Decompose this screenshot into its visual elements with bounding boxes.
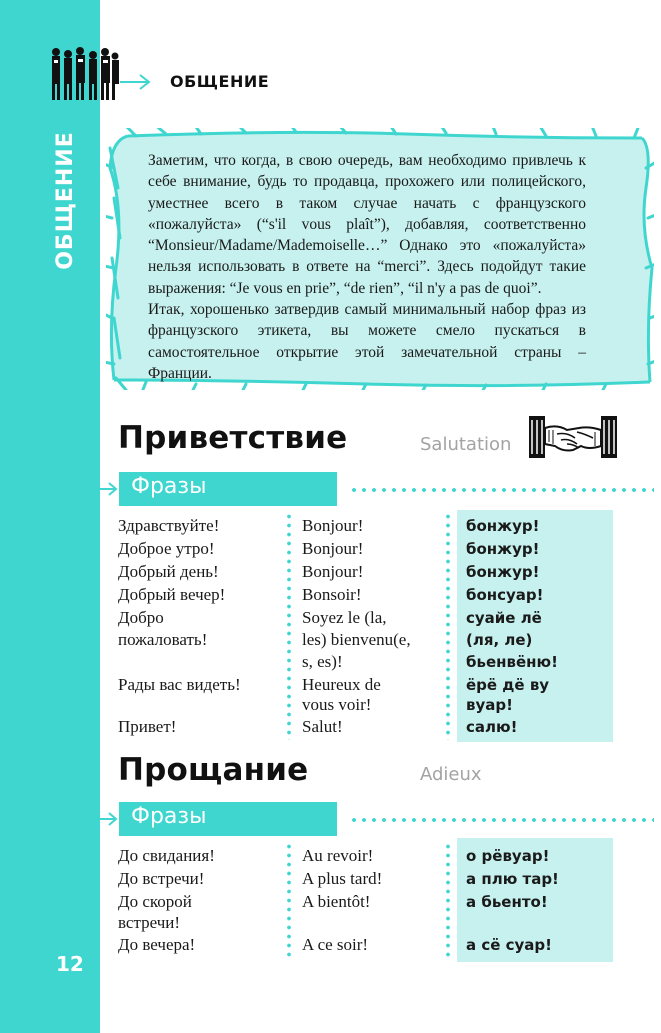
- phrase-fr: les) bienvenu(e,: [302, 630, 411, 649]
- arrow-right-icon: [95, 811, 119, 827]
- phrase-transliteration: бонжур!: [466, 563, 540, 581]
- phrase-transliteration: а сё суар!: [466, 936, 553, 954]
- phrase-ru: Добро: [118, 608, 164, 627]
- phrase-transliteration: бонжур!: [466, 540, 540, 558]
- phrase-ru: Рады вас видеть!: [118, 675, 241, 694]
- arrow-right-icon: [118, 72, 158, 92]
- phrase-transliteration: а плю тар!: [466, 870, 559, 888]
- section-subtitle-farewell: Adieux: [420, 764, 482, 785]
- phrase-transliteration: бьенвёню!: [466, 653, 558, 671]
- handshake-icon: [527, 414, 619, 460]
- phrase-fr: A ce soir!: [302, 935, 369, 954]
- phrase-ru: Добрый день!: [118, 562, 219, 581]
- phrase-transliteration: вуар!: [466, 696, 513, 714]
- phrase-fr: Soyez le (la,: [302, 608, 387, 627]
- section-title-farewell: Прощание: [118, 752, 309, 788]
- header-title: ОБЩЕНИЕ: [170, 72, 270, 91]
- page-number: 12: [56, 952, 84, 976]
- phrase-fr: A plus tard!: [302, 869, 383, 888]
- phrase-transliteration: а бьенто!: [466, 893, 548, 911]
- phrase-fr: s, es)!: [302, 652, 343, 671]
- phrase-ru: Доброе утро!: [118, 539, 215, 558]
- phrase-fr: Salut!: [302, 717, 343, 736]
- vertical-section-title: [50, 130, 80, 270]
- phrases-header-greeting: [95, 472, 661, 508]
- phrase-ru: До встречи!: [118, 869, 205, 888]
- column-divider: [287, 842, 291, 960]
- phrase-transliteration: салю!: [466, 718, 518, 736]
- dotted-divider: [349, 488, 654, 492]
- phrase-fr: Heureux de: [302, 675, 381, 694]
- phrases-tab: [119, 802, 337, 836]
- phrase-transliteration: суайе лё: [466, 609, 542, 627]
- column-divider: [446, 842, 450, 960]
- note-box: [106, 128, 654, 390]
- column-divider: [287, 512, 291, 740]
- phrase-fr: Bonjour!: [302, 516, 364, 535]
- phrase-transliteration: (ля, ле): [466, 631, 533, 649]
- phrase-ru: пожаловать!: [118, 630, 208, 649]
- phrase-ru: Добрый вечер!: [118, 585, 226, 604]
- phrase-transliteration: бонсуар!: [466, 586, 544, 604]
- phrase-transliteration: бонжур!: [466, 517, 540, 535]
- phrase-transliteration: ёрё дё ву: [466, 676, 550, 694]
- phrases-tab-label: Фразы: [131, 804, 207, 829]
- column-divider: [446, 512, 450, 740]
- phrase-fr: Bonsoir!: [302, 585, 362, 604]
- phrase-fr: Bonjour!: [302, 562, 364, 581]
- people-group-icon: [48, 46, 120, 102]
- note-paragraph-1: Заметим, что когда, в свою очередь, вам необходимо привлечь к себе внимание, будь то продавца, прохожего или полицейского, уместнее всего в таком случае начать с французского «пожалуйста» (“s'il vous plaît”), добавляя, соответственно “Monsieur/Madame/Mademoiselle…” Однако это «пожалуйста» нельзя использовать в ответе на “merci”. Здесь подойдут такие выражения: “Je vous en prie”, “de rien”, “il n'y a pas de quoi”.: [148, 152, 586, 297]
- phrase-fr: A bientôt!: [302, 892, 371, 911]
- arrow-right-icon: [95, 481, 119, 497]
- vertical-title-text: ОБЩЕНИЕ: [52, 130, 78, 270]
- section-subtitle-greeting: Salutation: [420, 434, 512, 455]
- phrase-fr: Bonjour!: [302, 539, 364, 558]
- note-text: [148, 150, 586, 384]
- phrase-ru: Здравствуйте!: [118, 516, 220, 535]
- phrases-tab-label: Фразы: [131, 474, 207, 499]
- phrase-fr: Au revoir!: [302, 846, 374, 865]
- section-title-greeting: Приветствие: [118, 420, 348, 456]
- dotted-divider: [349, 818, 654, 822]
- phrases-header-farewell: [95, 802, 661, 838]
- phrase-ru: встречи!: [118, 913, 181, 932]
- phrase-ru: До свидания!: [118, 846, 215, 865]
- phrase-fr: vous voir!: [302, 695, 372, 714]
- phrase-ru: Привет!: [118, 717, 177, 736]
- phrase-transliteration: о рёвуар!: [466, 847, 550, 865]
- phrases-tab: [119, 472, 337, 506]
- note-paragraph-2: Итак, хорошенько затвердив самый минимальный набор фраз из французского этикета, вы можете смело пускаться в самостоятельное открытие этой замечательной страны – Франции.: [148, 301, 586, 382]
- phrase-ru: До вечера!: [118, 935, 196, 954]
- phrase-ru: До скорой: [118, 892, 192, 911]
